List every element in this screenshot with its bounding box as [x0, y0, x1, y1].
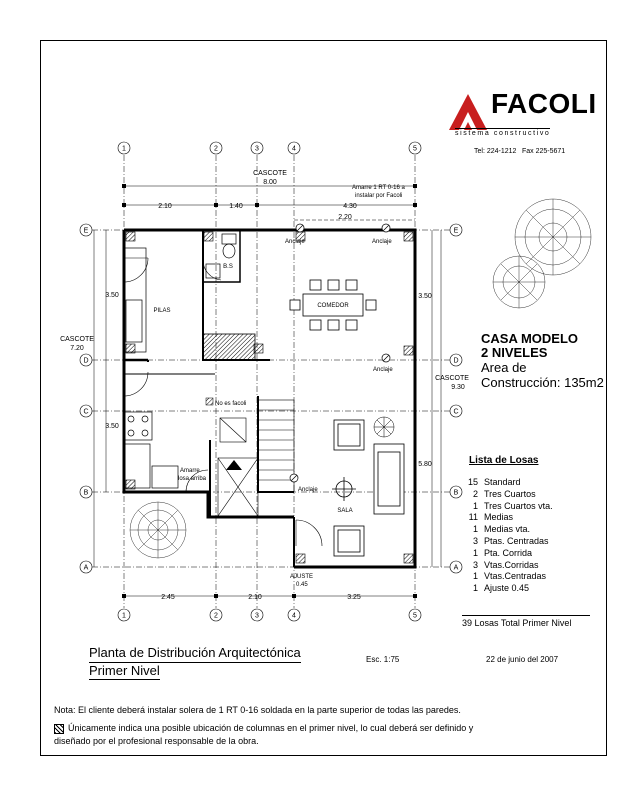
- losa-name: Ajuste 0.45: [484, 583, 530, 594]
- exterior-tree: [130, 502, 186, 558]
- grid-label: 2: [214, 145, 218, 153]
- room-comedor: COMEDOR: [317, 303, 349, 309]
- losa-item: [462, 489, 553, 501]
- note-1: Nota: El cliente deberá instalar solera de 1 RT 0-16 soldada en la parte superior de todas las paredes.: [54, 705, 461, 715]
- company-tagline: sistema constructivo: [455, 130, 551, 137]
- grid-label: 1: [122, 612, 126, 620]
- grid-label: C: [453, 408, 459, 416]
- grid-bubble-5-top: [409, 142, 421, 154]
- no-facoli-note: No es facoli: [215, 401, 247, 407]
- right-total-value: 9.30: [451, 384, 465, 391]
- grid-label: 5: [413, 612, 417, 620]
- losas-title: Lista de Losas: [469, 455, 539, 466]
- grid-label: C: [83, 408, 89, 416]
- top-total-label: CASCOTE: [253, 170, 287, 177]
- grid-label: E: [83, 227, 89, 235]
- losa-name: Pta. Corrida: [484, 547, 533, 558]
- amarre-note-2: instalar por Facoli: [355, 193, 403, 199]
- losa-item: [462, 477, 553, 489]
- grid-label: A: [453, 564, 459, 572]
- losa-item: [462, 583, 553, 595]
- anclaje-label-2: Anclaje: [372, 239, 392, 245]
- ajuste-value: 0.45: [296, 582, 308, 588]
- grid-label: D: [83, 357, 89, 365]
- top-dim-2: 1.40: [229, 203, 243, 210]
- grid-bubble-2-top: [210, 142, 222, 154]
- amarre-note-1: Amarre 1 RT 0-16 a: [352, 185, 405, 191]
- anclaje-label-4: Anclaje: [298, 487, 318, 493]
- losa-qty: 3: [472, 535, 478, 546]
- plan-scale: Esc. 1:75: [366, 655, 400, 664]
- losa-qty: 1: [472, 547, 478, 558]
- losa-name: Medias vta.: [484, 524, 531, 535]
- grid-bubble-B-left: [80, 486, 92, 498]
- room-bath: B.S: [223, 264, 233, 270]
- grid-label: 3: [255, 612, 259, 620]
- dimension-lines: [94, 186, 441, 596]
- note-2-line2: diseñado por el profesional responsable de la obra.: [54, 736, 259, 746]
- losa-item: [462, 501, 553, 513]
- company-phone: Tel: 224-1212: [474, 148, 517, 155]
- top-total-value: 8.00: [263, 179, 277, 186]
- amarre-arriba-2: losa arriba: [178, 476, 207, 482]
- grid-bubble-2-bottom: [210, 609, 222, 621]
- grid-label: 3: [255, 145, 259, 153]
- plan-title-line1: Planta de Distribución Arquitectónica: [89, 645, 301, 663]
- no-facoli-swatch: [206, 398, 213, 405]
- room-pilas: PILAS: [153, 308, 171, 314]
- grid-bubble-3-top: [251, 142, 263, 154]
- losa-qty: 1: [472, 571, 478, 582]
- column-legend-icon: [54, 724, 64, 734]
- grid-bubble-1-top: [118, 142, 130, 154]
- bottom-dim-1: 2.45: [161, 594, 175, 601]
- right-total-label: CASCOTE: [435, 375, 469, 382]
- amarre-arriba-1: Amarre: [180, 468, 200, 474]
- losa-name: Vtas.Corridas: [484, 559, 539, 570]
- left-total-label: CASCOTE: [60, 336, 94, 343]
- living-furniture: [332, 420, 404, 556]
- project-area-label: Area de: [481, 360, 527, 375]
- left-dim-1: 3.50: [105, 292, 119, 299]
- note-2: [54, 722, 473, 748]
- left-total-value: 7.20: [70, 345, 84, 352]
- grid-bubble-B-right: [450, 486, 462, 498]
- grid-label: D: [453, 357, 459, 365]
- plan-title: [89, 645, 301, 680]
- grid-lines: [92, 155, 458, 608]
- losa-name: Standard: [484, 477, 521, 487]
- losa-qty: 1: [472, 524, 478, 535]
- stair-block: [203, 334, 255, 360]
- grid-bubble-E-right: [450, 224, 462, 236]
- losa-name: Ptas. Centradas: [484, 535, 549, 546]
- company-fax: Fax 225-5671: [522, 148, 566, 155]
- losa-qty: 1: [472, 500, 478, 511]
- bottom-dim-2: 2.10: [248, 594, 262, 601]
- plan-date: 22 de junio del 2007: [486, 655, 559, 664]
- grid-bubble-A-right: [450, 561, 462, 573]
- drawing-annotations: [178, 185, 405, 588]
- stairs: [218, 400, 294, 516]
- plan-title-line2: Primer Nivel: [89, 663, 160, 678]
- losa-item: [462, 512, 553, 524]
- grid-bubble-D-right: [450, 354, 462, 366]
- losa-qty: 11: [468, 512, 478, 523]
- indoor-plant: [374, 417, 394, 437]
- stair-arrow: [226, 460, 242, 470]
- losas-total: 39 Losas Total Primer Nivel: [462, 615, 590, 628]
- grid-label: B: [83, 489, 89, 497]
- top-inner-dim: 2.20: [338, 214, 352, 221]
- anclaje-label-3: Anclaje: [373, 367, 393, 373]
- grid-bubble-C-left: [80, 405, 92, 417]
- right-dim-1: 3.50: [418, 293, 432, 300]
- grid-bubble-1-bottom: [118, 609, 130, 621]
- project-line1: CASA MODELO: [481, 331, 579, 346]
- grid-label: E: [453, 227, 459, 235]
- losa-qty: 15: [467, 477, 478, 487]
- grid-bubble-A-left: [80, 561, 92, 573]
- losa-item: [462, 548, 553, 560]
- project-line2: 2 NIVELES: [481, 345, 548, 360]
- grid-label: 2: [214, 612, 218, 620]
- losas-list: [462, 477, 553, 595]
- losa-name: Tres Cuartos: [484, 488, 536, 499]
- grid-bubble-C-right: [450, 405, 462, 417]
- grid-bubble-5-bottom: [409, 609, 421, 621]
- losa-name: Tres Cuartos vta.: [484, 500, 553, 511]
- anclaje-label-1: Anclaje: [285, 239, 305, 245]
- left-dim-2: 3.50: [105, 423, 119, 430]
- facoli-logo-icon: [447, 90, 489, 132]
- grid-row-bubbles: [80, 224, 462, 573]
- grid-label: A: [83, 564, 89, 572]
- losa-name: Vtas.Centradas: [484, 571, 547, 582]
- note-2-line1: Únicamente indica una posible ubicación de columnas en el primer nivel, lo cual deberá ser definido y: [68, 723, 474, 733]
- top-dim-3: 4.30: [343, 203, 357, 210]
- losa-item: [462, 536, 553, 548]
- grid-bubble-D-left: [80, 354, 92, 366]
- losa-qty: 1: [472, 583, 478, 594]
- company-name: FACOLI: [491, 88, 597, 119]
- grid-label: 5: [413, 145, 417, 153]
- losa-name: Medias: [484, 512, 514, 523]
- grid-bubble-4-top: [288, 142, 300, 154]
- grid-bubble-E-left: [80, 224, 92, 236]
- losa-item: [462, 560, 553, 572]
- project-info: [481, 332, 604, 390]
- grid-label: 4: [292, 612, 296, 620]
- grid-bubble-3-bottom: [251, 609, 263, 621]
- losa-item: [462, 524, 553, 536]
- bottom-dim-3: 3.25: [347, 594, 361, 601]
- losa-item: [462, 571, 553, 583]
- losa-qty: 2: [472, 488, 478, 499]
- grid-label: 4: [292, 145, 296, 153]
- top-dim-1: 2.10: [158, 203, 172, 210]
- kitchen: [124, 248, 178, 488]
- landscape-trees: [493, 199, 591, 308]
- grid-label: 1: [122, 145, 126, 153]
- project-area-value: Construcción: 135m2: [481, 375, 604, 390]
- losa-qty: 3: [472, 559, 478, 570]
- room-sala: SALA: [337, 508, 353, 514]
- grid-label: B: [453, 489, 459, 497]
- walls: [124, 230, 415, 567]
- ajuste-label: AJUSTE: [290, 574, 314, 580]
- right-dim-2: 5.80: [418, 461, 432, 468]
- grid-bubble-4-bottom: [288, 609, 300, 621]
